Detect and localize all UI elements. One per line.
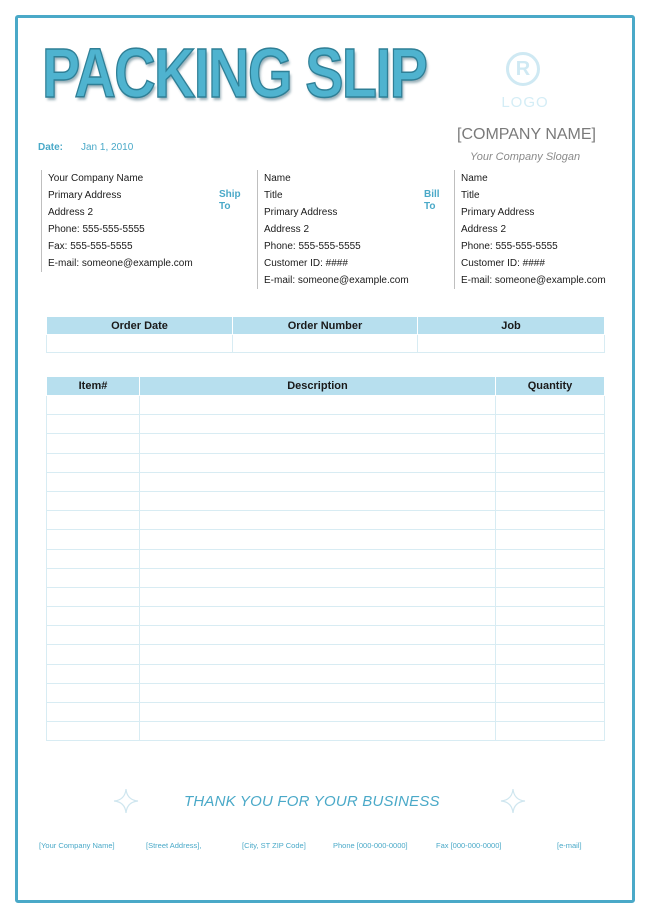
job-header: Job <box>418 317 605 335</box>
quantity-cell[interactable] <box>496 491 605 510</box>
ship-to-line: Address 2 <box>264 224 310 235</box>
bill-to-line: Phone: 555-555-5555 <box>461 241 558 252</box>
sender-line: E-mail: someone@example.com <box>48 258 193 269</box>
quantity-header: Quantity <box>496 377 605 396</box>
date-value: Jan 1, 2010 <box>81 142 134 153</box>
ship-to-line: Primary Address <box>264 207 338 218</box>
ship-to-line: E-mail: someone@example.com <box>264 275 409 286</box>
company-slogan: Your Company Slogan <box>470 151 581 163</box>
bill-to-line: Address 2 <box>461 224 507 235</box>
table-header-row <box>47 377 605 396</box>
table-row <box>47 434 605 453</box>
description-cell[interactable] <box>140 511 496 530</box>
item-number-cell[interactable] <box>47 549 140 568</box>
description-cell[interactable] <box>140 396 496 415</box>
description-cell[interactable] <box>140 568 496 587</box>
description-cell[interactable] <box>140 491 496 510</box>
quantity-cell[interactable] <box>496 434 605 453</box>
quantity-cell[interactable] <box>496 568 605 587</box>
quantity-cell[interactable] <box>496 396 605 415</box>
quantity-cell[interactable] <box>496 453 605 472</box>
ship-to-address-block <box>257 170 409 289</box>
sender-line: Fax: 555-555-5555 <box>48 241 133 252</box>
quantity-cell[interactable] <box>496 703 605 722</box>
quantity-cell[interactable] <box>496 683 605 702</box>
description-cell[interactable] <box>140 415 496 434</box>
ship-to-label-line2: To <box>219 201 231 212</box>
document-title: PACKING SLIP <box>42 34 427 112</box>
quantity-cell[interactable] <box>496 626 605 645</box>
order-info-table <box>46 316 605 353</box>
item-number-cell[interactable] <box>47 626 140 645</box>
item-number-cell[interactable] <box>47 568 140 587</box>
sender-line: Primary Address <box>48 190 122 201</box>
item-number-cell[interactable] <box>47 607 140 626</box>
bill-to-label-line2: To <box>424 201 436 212</box>
description-cell[interactable] <box>140 587 496 606</box>
items-table-body <box>47 396 605 741</box>
item-number-cell[interactable] <box>47 703 140 722</box>
table-row <box>47 722 605 741</box>
footer-email: [e-mail] <box>557 841 582 850</box>
item-number-cell[interactable] <box>47 491 140 510</box>
footer-phone: Phone [000-000-0000] <box>333 841 408 850</box>
thank-you-message: THANK YOU FOR YOUR BUSINESS <box>184 793 440 810</box>
sender-address-block <box>41 170 193 272</box>
order-date-cell[interactable] <box>47 335 233 353</box>
description-cell[interactable] <box>140 434 496 453</box>
order-date-header: Order Date <box>47 317 233 335</box>
table-row <box>47 511 605 530</box>
table-row <box>47 645 605 664</box>
description-cell[interactable] <box>140 530 496 549</box>
quantity-cell[interactable] <box>496 587 605 606</box>
description-cell[interactable] <box>140 607 496 626</box>
items-table <box>46 376 605 741</box>
table-header-row <box>47 317 605 335</box>
quantity-cell[interactable] <box>496 530 605 549</box>
logo-mark-icon: R <box>506 52 540 86</box>
description-cell[interactable] <box>140 472 496 491</box>
description-cell[interactable] <box>140 626 496 645</box>
ship-to-label-line1: Ship <box>219 189 241 200</box>
table-row <box>47 453 605 472</box>
item-number-header: Item# <box>47 377 140 396</box>
item-number-cell[interactable] <box>47 434 140 453</box>
sender-line: Address 2 <box>48 207 94 218</box>
footer-fax: Fax [000-000-0000] <box>436 841 502 850</box>
bill-to-label-line1: Bill <box>424 189 440 200</box>
description-cell[interactable] <box>140 453 496 472</box>
item-number-cell[interactable] <box>47 415 140 434</box>
ship-to-label <box>219 189 241 213</box>
table-row <box>47 568 605 587</box>
bill-to-line: Primary Address <box>461 207 535 218</box>
item-number-cell[interactable] <box>47 511 140 530</box>
item-number-cell[interactable] <box>47 664 140 683</box>
sparkle-right-icon <box>499 787 527 815</box>
order-number-header: Order Number <box>233 317 418 335</box>
table-row <box>47 664 605 683</box>
bill-to-line: Customer ID: #### <box>461 258 545 269</box>
sparkle-left-icon <box>112 787 140 815</box>
quantity-cell[interactable] <box>496 645 605 664</box>
order-number-cell[interactable] <box>233 335 418 353</box>
table-row <box>47 607 605 626</box>
table-row <box>47 530 605 549</box>
company-logo <box>495 52 555 114</box>
bill-to-label <box>424 189 440 213</box>
footer-company: [Your Company Name] <box>39 841 115 850</box>
quantity-cell[interactable] <box>496 607 605 626</box>
quantity-cell[interactable] <box>496 415 605 434</box>
job-cell[interactable] <box>418 335 605 353</box>
table-row <box>47 587 605 606</box>
footer-street: [Street Address], <box>146 841 202 850</box>
table-row <box>47 626 605 645</box>
table-row <box>47 703 605 722</box>
quantity-cell[interactable] <box>496 722 605 741</box>
item-number-cell[interactable] <box>47 453 140 472</box>
ship-to-line: Customer ID: #### <box>264 258 348 269</box>
description-header: Description <box>140 377 496 396</box>
item-number-cell[interactable] <box>47 587 140 606</box>
quantity-cell[interactable] <box>496 511 605 530</box>
quantity-cell[interactable] <box>496 549 605 568</box>
item-number-cell[interactable] <box>47 683 140 702</box>
table-row <box>47 415 605 434</box>
company-name-heading: [COMPANY NAME] <box>457 126 596 143</box>
table-row <box>47 335 605 353</box>
bill-to-line: E-mail: someone@example.com <box>461 275 606 286</box>
item-number-cell[interactable] <box>47 530 140 549</box>
description-cell[interactable] <box>140 703 496 722</box>
sender-line: Phone: 555-555-5555 <box>48 224 145 235</box>
bill-to-address-block <box>454 170 606 289</box>
description-cell[interactable] <box>140 683 496 702</box>
table-row <box>47 472 605 491</box>
table-row <box>47 683 605 702</box>
table-row <box>47 549 605 568</box>
item-number-cell[interactable] <box>47 396 140 415</box>
logo-text: LOGO <box>501 94 549 111</box>
ship-to-line: Phone: 555-555-5555 <box>264 241 361 252</box>
ship-to-line: Name <box>264 173 291 184</box>
table-row <box>47 491 605 510</box>
description-cell[interactable] <box>140 664 496 683</box>
item-number-cell[interactable] <box>47 472 140 491</box>
date-label: Date: <box>38 142 64 153</box>
quantity-cell[interactable] <box>496 472 605 491</box>
description-cell[interactable] <box>140 549 496 568</box>
footer-city: [City, ST ZIP Code] <box>242 841 306 850</box>
bill-to-line: Title <box>461 190 480 201</box>
table-row <box>47 396 605 415</box>
sender-line: Your Company Name <box>48 173 144 184</box>
item-number-cell[interactable] <box>47 645 140 664</box>
item-number-cell[interactable] <box>47 722 140 741</box>
bill-to-line: Name <box>461 173 488 184</box>
description-cell[interactable] <box>140 722 496 741</box>
ship-to-line: Title <box>264 190 283 201</box>
description-cell[interactable] <box>140 645 496 664</box>
quantity-cell[interactable] <box>496 664 605 683</box>
